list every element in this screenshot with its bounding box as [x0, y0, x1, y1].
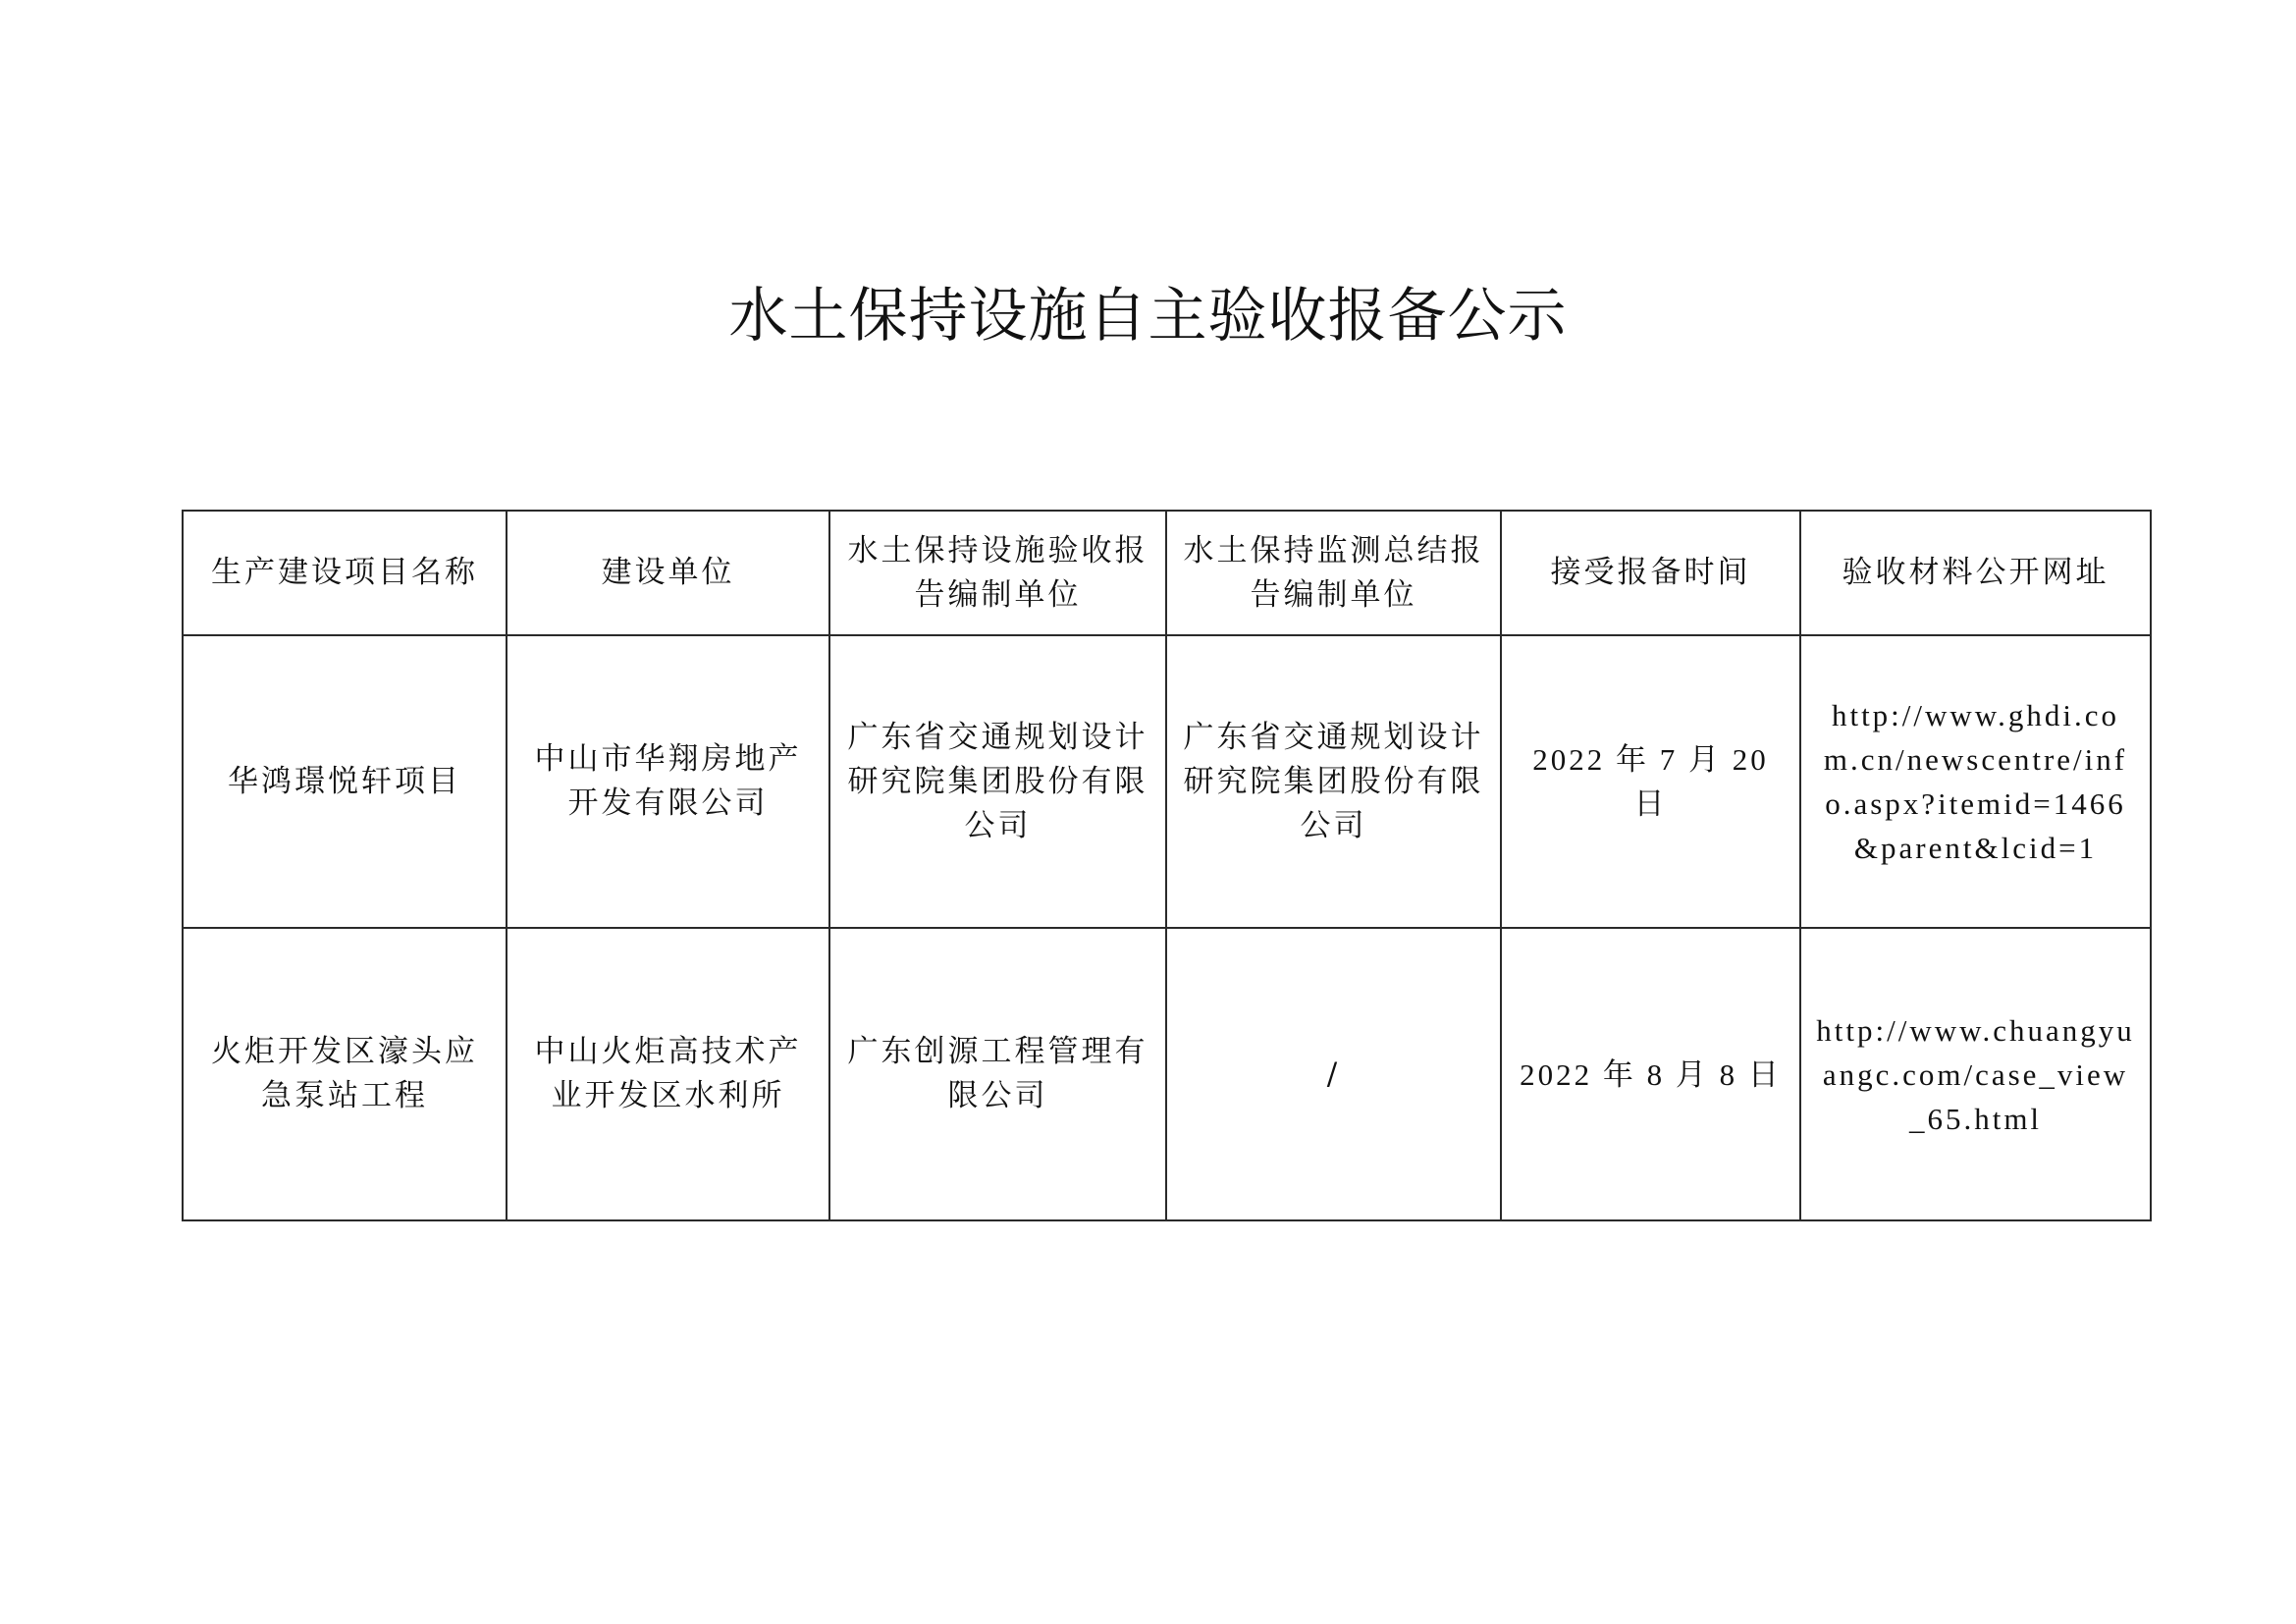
header-filing-date: 接受报备时间 — [1501, 511, 1800, 635]
table-row — [183, 928, 2151, 1220]
cell-acceptance-report-unit: 广东创源工程管理有限公司 — [829, 928, 1166, 1220]
table-row — [183, 635, 2151, 928]
cell-project-name: 华鸿璟悦轩项目 — [183, 635, 507, 928]
cell-monitoring-report-unit: 广东省交通规划设计研究院集团股份有限公司 — [1166, 635, 1501, 928]
cell-project-name: 火炬开发区濠头应急泵站工程 — [183, 928, 507, 1220]
header-acceptance-report-unit: 水土保持设施验收报告编制单位 — [829, 511, 1166, 635]
filing-table — [182, 510, 2152, 1221]
cell-filing-date: 2022 年 8 月 8 日 — [1501, 928, 1800, 1220]
cell-url-link[interactable]: http://www.ghdi.com.cn/newscentre/info.aspx?itemid=1466&parent&lcid=1 — [1800, 635, 2151, 928]
cell-builder: 中山市华翔房地产开发有限公司 — [507, 635, 829, 928]
header-builder: 建设单位 — [507, 511, 829, 635]
cell-monitoring-report-unit: / — [1166, 928, 1501, 1220]
cell-acceptance-report-unit: 广东省交通规划设计研究院集团股份有限公司 — [829, 635, 1166, 928]
header-project-name: 生产建设项目名称 — [183, 511, 507, 635]
header-monitoring-report-unit: 水土保持监测总结报告编制单位 — [1166, 511, 1501, 635]
cell-builder: 中山火炬高技术产业开发区水利所 — [507, 928, 829, 1220]
cell-filing-date: 2022 年 7 月 20 日 — [1501, 635, 1800, 928]
header-url: 验收材料公开网址 — [1800, 511, 2151, 635]
cell-url-link[interactable]: http://www.chuangyuangc.com/case_view_65.html — [1800, 928, 2151, 1220]
table-header-row — [183, 511, 2151, 635]
page-title: 水土保持设施自主验收报备公示 — [728, 282, 1568, 351]
